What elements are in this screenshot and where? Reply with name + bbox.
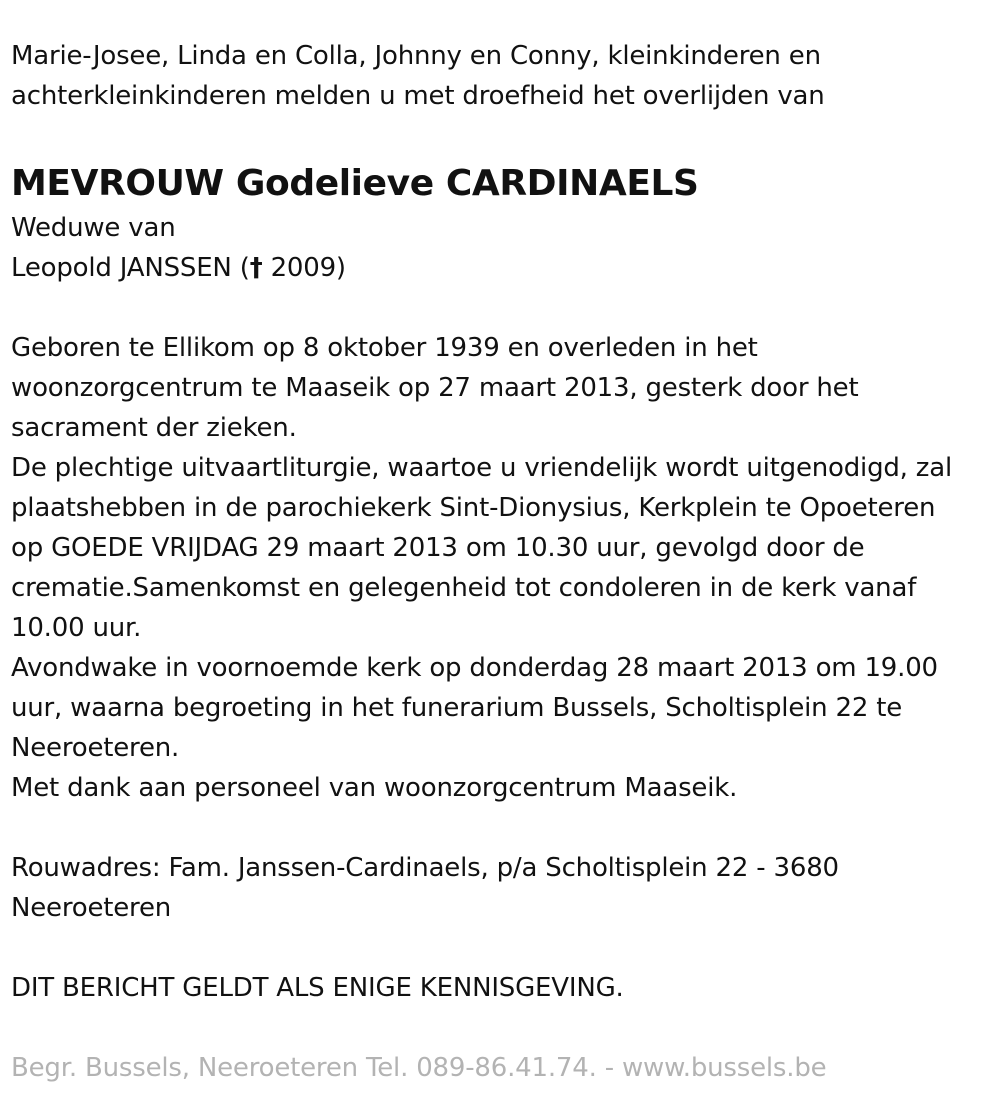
spouse-suffix: 2009) <box>262 253 346 283</box>
body-line: plaatshebben in de parochiekerk Sint-Dionysius, Kerkplein te Opoeteren <box>11 493 936 523</box>
body-line: Neeroeteren. <box>11 733 180 763</box>
address-line-2: Neeroeteren <box>11 893 172 923</box>
body-line: De plechtige uitvaartliturgie, waartoe u vriendelijk wordt uitgenodigd, zal <box>11 453 953 483</box>
body-line: uur, waarna begroeting in het funerarium Bussels, Scholtisplein 22 te <box>11 693 903 723</box>
cross-icon: † <box>249 253 263 283</box>
footer-text: Begr. Bussels, Neeroeteren Tel. 089-86.41.74. - www.bussels.be <box>11 1053 827 1083</box>
spouse-prefix: Leopold JANSSEN ( <box>11 253 250 283</box>
intro-line-2: achterkleinkinderen melden u met droefheid het overlijden van <box>11 81 825 111</box>
address-line-1: Rouwadres: Fam. Janssen-Cardinaels, p/a Scholtisplein 22 - 3680 <box>11 853 839 883</box>
body-line: 10.00 uur. <box>11 613 142 643</box>
body-line: Avondwake in voornoemde kerk op donderdag 28 maart 2013 om 19.00 <box>11 653 938 683</box>
body-line: sacrament der zieken. <box>11 413 297 443</box>
deceased-name: MEVROUW Godelieve CARDINAELS <box>11 163 699 204</box>
intro-line-1: Marie-Josee, Linda en Colla, Johnny en Conny, kleinkinderen en <box>11 41 821 71</box>
body-line: woonzorgcentrum te Maaseik op 27 maart 2013, gesterk door het <box>11 373 859 403</box>
notice-text: DIT BERICHT GELDT ALS ENIGE KENNISGEVING. <box>11 973 624 1003</box>
body-line: op GOEDE VRIJDAG 29 maart 2013 om 10.30 uur, gevolgd door de <box>11 533 865 563</box>
body-line: Met dank aan personeel van woonzorgcentrum Maaseik. <box>11 773 738 803</box>
body-line: Geboren te Ellikom op 8 oktober 1939 en overleden in het <box>11 333 758 363</box>
body-line: crematie.Samenkomst en gelegenheid tot condoleren in de kerk vanaf <box>11 573 917 603</box>
spouse-line <box>11 248 991 288</box>
widow-label: Weduwe van <box>11 213 176 243</box>
death-notice <box>11 36 991 1088</box>
